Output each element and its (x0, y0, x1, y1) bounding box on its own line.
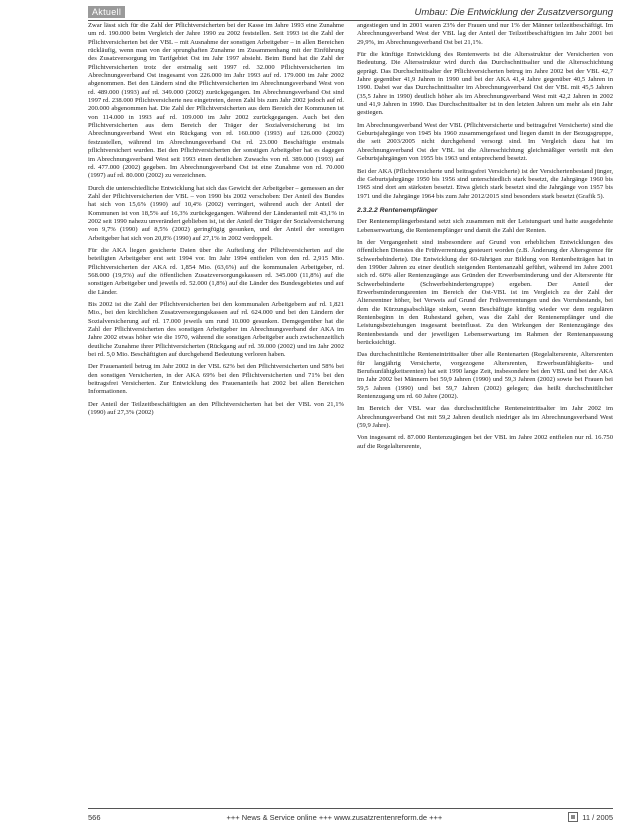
paragraph: Zwar lässt sich für die Zahl der Pflichtversicherten bei der Kasse im Jahre 1993 eine Zunahme um rd. 190.000 beim Vergleich der Jahre 1990 zu 2002 feststellen. Seit 1993 ist die Zahl der Pflichtversicherten bei der VBL – mit Ausnahme der sonstigen Arbeitgeber – in allen Bereichen rückläufig, wenn man von der sprunghaften Zunahme im Zusammenhang mit der Einführung des Zusatzversorgung im Tarifgebiet Ost im Jahr 1997 absieht. Beim Bund hat die Zahl der Pflichtversicherten trotz der erstmalig seit 1997 rd. 32.000 Pflichtversicherten im Abrechnungsverband Ost insgesamt von 226.000 im Jahr 1993 auf rd. 179.000 im Jahr 2002 abgenommen. Bei den Ländern sind die Pflichtversicherten im Abrechnungsverband West von rd. 489.000 (1993) auf rd. 349.000 (2002) zurückgegangen. Im Abrechnungsverband Ost sind 1997 rd. 238.000 Pflichtversicherte neu eingetreten, deren Zahl bis zum Jahr 2002 jedoch auf rd. 200.000 abgenommen hat. Die Zahl der Pflichtversicherten aus dem Bereich der Kommunen ist von 114.000 in 1993 auf rd. 109.000 im Jahr 2002 zurückgegangen. Auch bei den Pflichtversicherten aus dem Bereich der Träger der Sozialversicherung ist im Abrechnungsverband West ein Rückgang von rd. 160.000 (1993) auf 126.000 (2002) festzustellen, während im Abrechnungsverband Ost rd. 23.000 Beschäftigte erstmals pflichtversichert wurden. Bei den Pflichtversicherten der sonstigen Arbeitgeber hat es dagegen im Abrechnungsverband West seit 1993 einen deutlichen Zuwachs von rd. 389.000 (1993) auf rd. 477.000 (2002) gegeben. Im Abrechnungsverband Ost ist eine Zunahme von rd. 70.000 (1997) auf rd. 80.000 (2002) zu verzeichnen. (88, 22, 344, 180)
page-header (88, 4, 613, 21)
paragraph: In der Vergangenheit sind insbesondere auf Grund von erheblichen Entwicklungen des öffentlichen Dienstes die Frühverrentung gesteuert worden (z.B. Änderung der Altersgrenze für Schwerbehinderte). Die Entwicklung der 60-Jährigen zur Bildung von Rentenbeiträgen hat in den 1990er Jahren zu einer deutlich steigenden Rentenanzahl geführt, während im Jahre 2001 sich rd. 60% aller Rentenzugänge aus Gründen der Erwerbsminderung und der Altersrente für Schwerbehinderte (Schwerbehindertengruppe) ergeben. Der Anteil der Erwerbsminderungsrenten im Bereich der Ost-VBL ist im Vergleich zu der Zahl der Altersrentner höher, bei Verweis auf Grund der Frühverrentungen und des Vorruhestands, bei dem die Kürzungsabschläge sinken, wenn Beschäftigte künftig wieder vor dem regulären Rentenbeginn in den Ruhestand gehen, was die Zahl der Rentenempfänger und die Leistungsbeziehungen insgesamt beeinflusst. Zu den Wirkungen der Rentenzugänge des Rentenbestands und der jeweiligen Lebenserwartung im Rahmen der Rentenanpassung berücksichtigt. (357, 238, 613, 347)
issue-number: 11 / 2005 (582, 812, 613, 822)
footer-issue (568, 812, 613, 822)
running-title: Umbau: Die Entwicklung der Zusatzversorgung (414, 6, 613, 18)
paragraph: Der Frauenanteil betrug im Jahr 2002 in der VBL 62% bei den Pflichtversicherten und 58% bei den sonstigen Versicherten, in der AKA 69% bei den Pflichtversicherten und 71% bei den beitragsfrei Versicherten. Zur Entwicklung des Frauenanteils hat 2002 bei allen Bereichen Informationen. (88, 363, 344, 396)
paragraph: angestiegen und in 2001 waren 23% der Frauen und nur 1% der Männer teilzeitbeschäftigt. Im Abrechnungsverband West der VBL lag der Anteil der Teilzeitbeschäftigten im Jahr 2001 bei 29,9%, im Abrechnungsverband Ost bei 21,1%. (357, 22, 613, 46)
paragraph: Durch die unterschiedliche Entwicklung hat sich das Gewicht der Arbeitgeber – gemessen an der Zahl der Pflichtversicherten der VBL – von 1990 bis 2002 verschoben: Der Anteil des Bundes hat sich von 15,6% (1990) auf 10,4% (2002) verringert, während auch der Anteil der Kommunen ist von 18,5% auf 16,3% zurückgegangen. Während der Länderanteil mit 43,1% in 2002 seit 1990 nahezu unverändert geblieben ist, ist der Anteil der Träger der Sozialversicherung von 9,7% (1990) auf 8,5% (2002) geringfügig gesunken, und der Anteil der sonstigen Arbeitgeber hat sich von 20,8% (1990) auf 27,1% in 2002 verdoppelt. (88, 184, 344, 242)
left-column (88, 22, 344, 804)
page-footer (88, 808, 613, 825)
paragraph: Bei der AKA (Pflichtversicherte und beitragsfrei Versicherte) ist der Versichertenbestand jünger, die Geburtsjahrgänge 1950 bis 1956 sind unterschiedlich stark besetzt, die Jahrgänge 1960 bis 1965 sind dort am stärksten besetzt. Etwa gleich stark besetzt sind die Jahrgänge von 1957 bis 1971 und die Jahrgänge 1964 bis zum Jahr 2012/2015 sind besonders stark besetzt (Grafik 5). (357, 167, 613, 200)
right-column (357, 22, 613, 804)
paragraph: Von insgesamt rd. 87.000 Rentenzugängen bei der VBL im Jahre 2002 entfielen nur rd. 16.750 auf die Regelaltersrente, (357, 434, 613, 450)
paragraph: Für die AKA liegen gesicherte Daten über die Aufteilung der Pflichtversicherten auf die beteiligten Arbeitgeber erst seit 1994 vor. Im Jahr 1994 entfielen von den rd. 2,915 Mio. Pflichtversicherten der AKA rd. 1,854 Mio. (63,6%) auf die kommunalen Arbeitgeber, rd. 568.000 (19,5%) auf die öffentlichen Zusatzversorgungskassen rd. 345.000 (11,8%) auf die sonstigen Arbeitgeber und jeweils rd. 52.000 (1,8%) auf die Länder des Bundesgebietes und auf die Länder. (88, 246, 344, 296)
section-label: Aktuell (88, 6, 125, 18)
paragraph: Im Abrechnungsverband West der VBL (Pflichtversicherte und beitragsfrei Versicherte) sind die Geburtsjahrgänge von 1945 bis 1960 zusammengefasst und liegen damit in der Bezugsgruppe, die seit 2003/2005 nicht durchgehend versorgt sind. Im Vergleich dazu hat im Abrechnungsverband Ost der VBL ist die Altersschichtung gleichmäßiger verteilt mit den Geburtsjahrgängen von 1955 bis 1963 und entsprechend besetzt. (357, 121, 613, 163)
paragraph: Für die künftige Entwicklung des Rentenwerts ist die Altersstruktur der Versicherten von Bedeutung. Die Altersstruktur wird durch das Durchschnittsalter und die Altersschichtung geprägt. Das Durchschnittsalter der Pflichtversicherten betrug im Jahre 2002 bei der VBL 42,7 Jahre gegenüber 41,9 Jahren in 1990 und bei der AKA 41,4 Jahre gegenüber 40,5 Jahren in 1990. Dabei war das Durchschnittsalter im Abrechnungsverband Ost der VBL mit 45,5 Jahren (35,5 Jahre in 1990) deutlich höher als im Abrechnungsverband West mit 42,2 Jahren in 2002 und 41,9 Jahren in 1990. Das Durchschnittsalter ist in den letzten Jahren um mehr als ein Jahr gestiegen. (357, 51, 613, 117)
page-number: 566 (88, 812, 101, 822)
section-heading: 2.3.2.2 Rentenempfänger (357, 206, 438, 214)
paragraph: Bis 2002 ist die Zahl der Pflichtversicherten bei den kommunalen Arbeitgebern auf rd. 1,821 Mio., bei den kirchlichen Zusatzversorgungskassen auf rd. 624.000 und bei den Ländern der Sozialversicherung auf rd. 17.000 jeweils um rund 10.000 gesunken. Demgegenüber hat die Zahl der Pflichtversicherten des sonstigen Arbeitgeber im Abrechnungsverband der AKA im Jahre 2002 etwas höher wie die 1970, während die sonstigen Arbeitgeber auch zwischenzeitlich deutliche Zunahme ihrer Pflichtversicherten (Rückgang auf rd. 39.000 (2002) und im Jahr 2002 bei rd. 5,0 Mio. Beschäftigten auf durchgehend Bedeutung verloren haben. (88, 301, 344, 359)
paragraph: Im Bereich der VBL war das durchschnittliche Renteneintrittsalter im Jahr 2002 im Abrechnungsverband Ost mit 59,2 Jahren deutlich niedriger als im Abrechnungsverband West (59,9 Jahre). (357, 405, 613, 430)
publisher-mark-icon (568, 812, 578, 822)
paragraph: Der Anteil der Teilzeitbeschäftigten an den Pflichtversicherten hat bei der VBL von 21,1% (1990) auf 27,3% (2002) (88, 400, 344, 417)
footer-promo-link[interactable]: +++ News & Service online +++ www.zusatzrentenreform.de +++ (226, 812, 443, 822)
paragraph: Der Rentenempfängerbestand setzt sich zusammen mit der Leistungsart und hatte ausgedehnte Lebenserwartung, die Rentenempfänger und damit die Zahl der Renten. (357, 218, 613, 234)
paragraph: Das durchschnittliche Renteneintrittsalter über alle Rentenarten (Regelaltersrente, Altersrenten für langjährig Versicherte, vorgezogene Altersrenten, Erwerbsunfähigkeits- und Berufsunfähigkeitsrenten) hat seit 1990 lange Zeit, insbesondere bei den VBL und bei der AKA im Jahr 2002 bei Männern bei 59,9 Jahren (1990) und 59,3 Jahren (2002) sowie bei Frauen bei 59,5 Jahren (1990) und bei 59,7 Jahren (2002) gelegen; das heißt durchschnittlicher Rentenzugang um rd. 60 Jahre (2002). (357, 351, 613, 401)
